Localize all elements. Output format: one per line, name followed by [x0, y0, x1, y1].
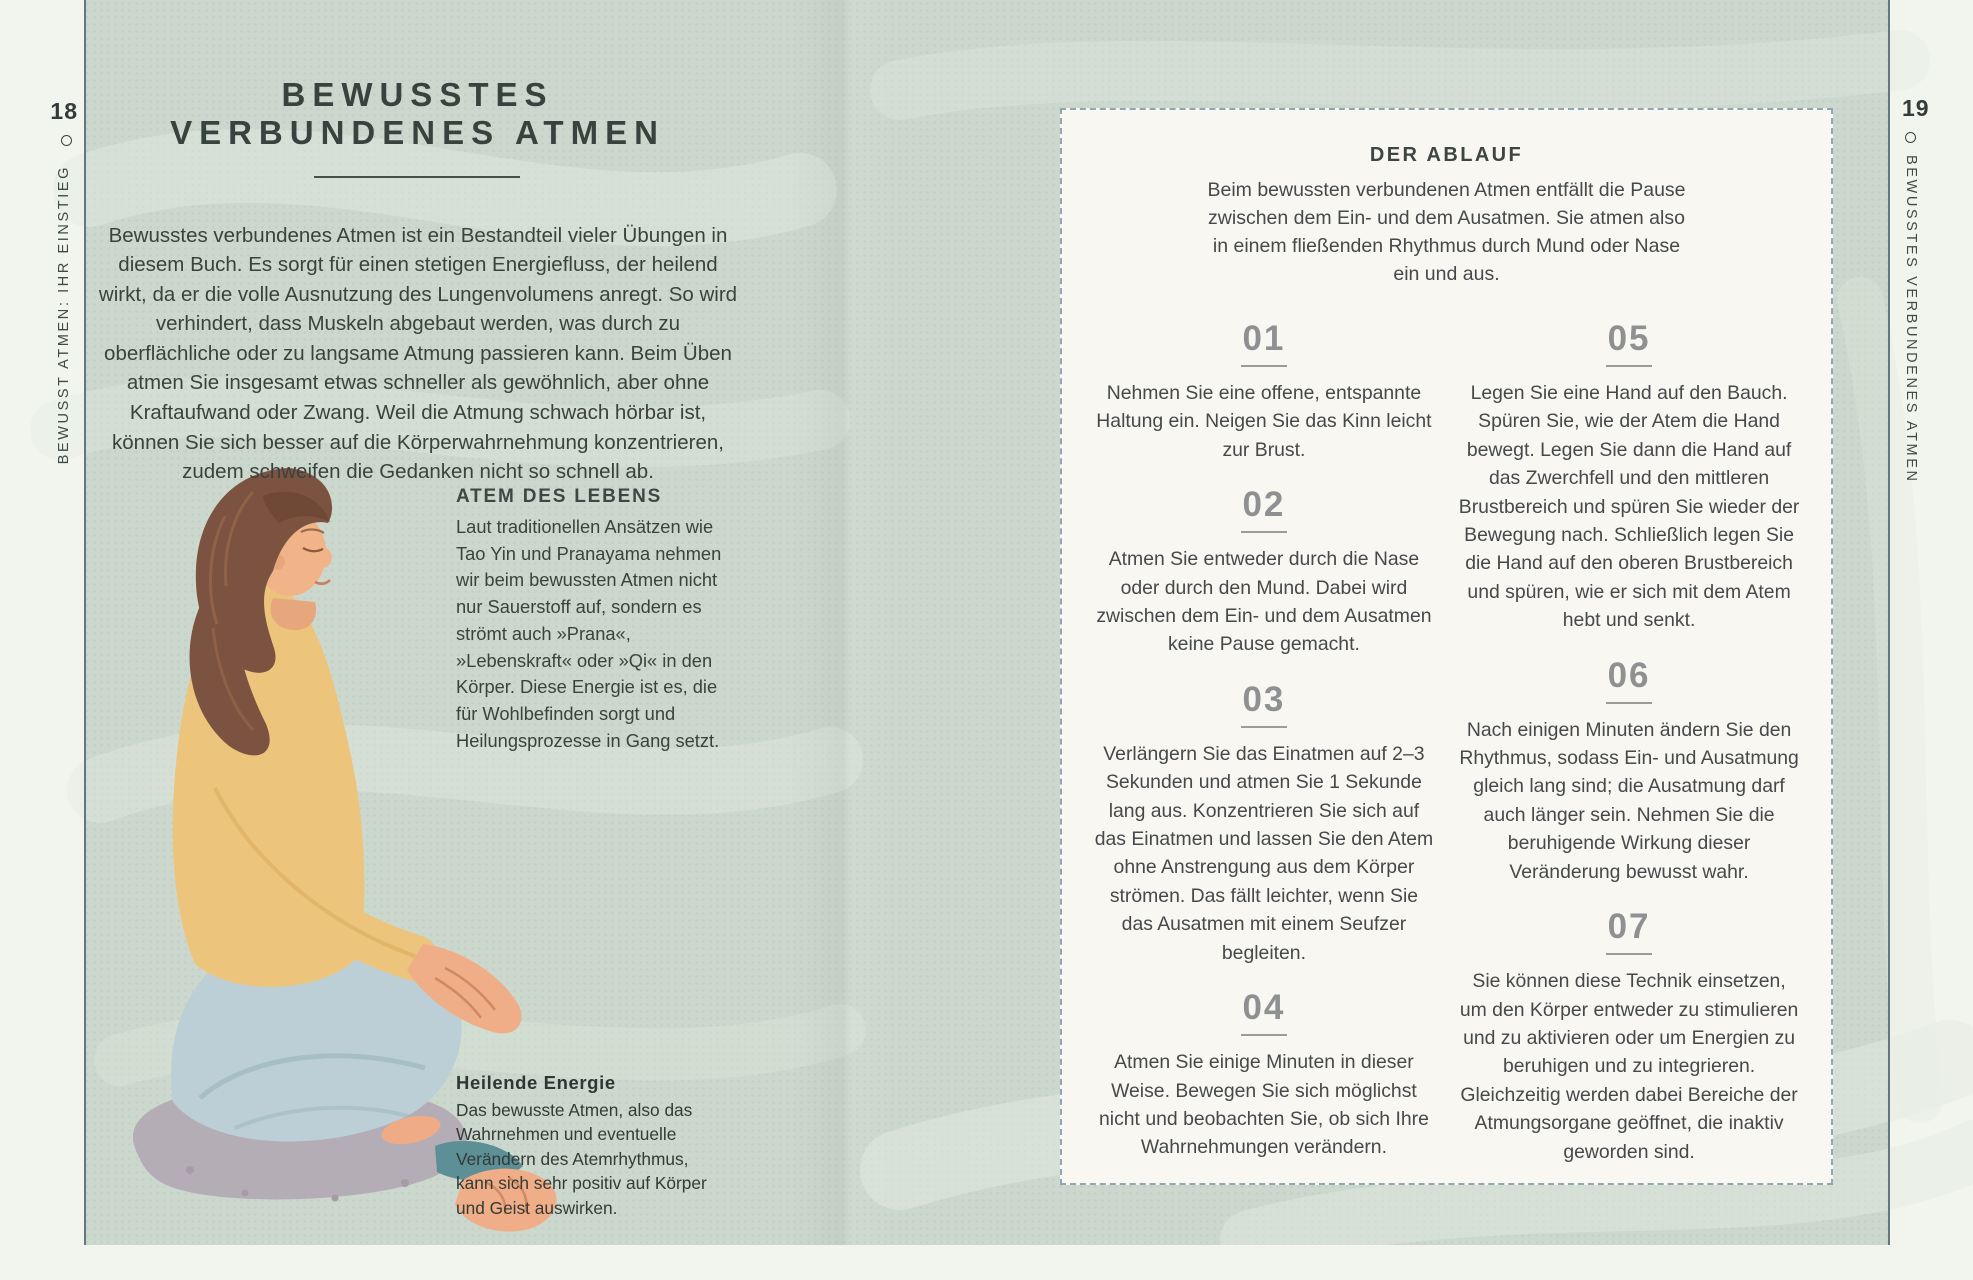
step-02 — [1092, 486, 1436, 659]
page-number-right: 19 — [1902, 95, 1930, 121]
procedure-intro: Beim bewussten verbundenen Atmen entfällt die Pause zwischen dem Ein- und dem Ausatmen. Sie atmen also in einem fließenden Rhythmus durch Mund oder Nase ein und aus. — [1207, 179, 1686, 285]
step-07 — [1457, 908, 1801, 1166]
atem-des-lebens-block — [456, 486, 722, 754]
page-number-left: 18 — [50, 98, 78, 124]
step-text: Legen Sie eine Hand auf den Bauch. Spüren Sie, wie der Atem die Hand bewegt. Legen Sie dann die Hand auf das Zwerchfell und den mittleren Brustbereich und spüren Sie wieder der Bewegung nach. Schließlich legen Sie die Hand auf den oberen Brustbereich und spüren, wie er sich mit dem Atem hebt und senkt. — [1458, 382, 1800, 632]
caption-block — [456, 1072, 724, 1220]
step-rule — [1241, 1034, 1287, 1036]
title-divider — [314, 176, 520, 178]
sidebar-text: Laut traditionellen Ansätzen wie Tao Yin und Pranayama nehmen wir beim bewussten Atmen nicht nur Sauerstoff auf, sondern es strömt auch »Prana«, »Lebenskraft« oder »Qi« in den Körper. Diese Energie ist es, die für Wohlbefinden sorgt und Heilungsprozesse in Gang setzt. — [456, 516, 722, 751]
page-title-line1: BEWUSSTES — [281, 76, 554, 113]
step-number: 03 — [1242, 679, 1286, 719]
step-number: 01 — [1242, 319, 1286, 358]
circle-ornament-left — [61, 135, 72, 146]
steps-column-left — [1092, 320, 1436, 1188]
step-rule — [1241, 531, 1287, 533]
procedure-box — [1060, 108, 1833, 1185]
step-number: 06 — [1607, 655, 1651, 695]
step-text: Atmen Sie entweder durch die Nase oder durch den Mund. Dabei wird zwischen dem Ein- und dem Ausatmen keine Pause gemacht. — [1096, 548, 1432, 656]
step-rule — [1241, 726, 1287, 728]
chapter-label-left: BEWUSST ATMEN: IHR EINSTIEG — [56, 165, 72, 465]
page-gutter-shadow — [790, 0, 900, 1245]
step-03 — [1092, 681, 1436, 967]
steps-columns — [1080, 320, 1813, 1188]
step-text: Nehmen Sie eine offene, entspannte Haltung ein. Neigen Sie das Kinn leicht zur Brust. — [1096, 382, 1432, 461]
step-number: 04 — [1242, 988, 1286, 1028]
step-06 — [1457, 657, 1801, 886]
page-title — [90, 76, 745, 152]
step-number: 05 — [1607, 319, 1651, 358]
left-edge-rule — [84, 0, 86, 1245]
step-text: Verlängern Sie das Einatmen auf 2–3 Sekunden und atmen Sie 1 Sekunde lang aus. Konzentrieren Sie sich auf das Einatmen und lassen Sie den Atem ohne Anstrengung aus dem Körper strömen. Das fällt leichter, wenn Sie das Ausatmen mit einem Seufzer begleiten. — [1094, 742, 1434, 964]
sidebar-heading: ATEM DES LEBENS — [456, 486, 663, 507]
step-text: Nach einigen Minuten ändern Sie den Rhythmus, sodass Ein- und Ausatmung gleich lang sind; die Ausatmung darf auch länger sein. Nehmen Sie die beruhigende Wirkung dieser Veränderung bewusst wahr. — [1459, 718, 1799, 883]
caption-heading: Heilende Energie — [456, 1072, 616, 1093]
step-04 — [1092, 989, 1436, 1162]
step-01 — [1092, 320, 1436, 464]
steps-column-right — [1457, 320, 1801, 1188]
step-rule — [1241, 365, 1287, 367]
right-edge-rule — [1888, 0, 1890, 1245]
intro-paragraph: Bewusstes verbundenes Atmen ist ein Bestandteil vieler Übungen in diesem Buch. Es sorgt für einen stetigen Energiefluss, der heilend wirkt, da er die volle Ausnutzung des Lungenvolumens anregt. So wird verhindert, dass Muskeln abgebaut werden, was durch zu oberflächliche oder zu langsame Atmung passieren kann. Beim Üben atmen Sie insgesamt etwas schneller als gewöhnlich, aber ohne Kraftaufwand oder Zwang. Weil die Atmung schwach hörbar ist, können Sie sich besser auf die Körperwahrnehmung konzentrieren, zudem schweifen die Gedanken nicht so schnell ab. — [98, 223, 738, 484]
step-text: Sie können diese Technik einsetzen, um den Körper entweder zu stimulieren und zu aktivieren oder um Energien zu beruhigen und zu integrieren. Gleichzeitig werden dabei Bereiche der Atmungsorgane geöffnet, die inaktiv geworden sind. — [1459, 970, 1799, 1163]
chapter-label-right: BEWUSSTES VERBUNDENES ATMEN — [1903, 155, 1919, 484]
procedure-heading: DER ABLAUF — [1369, 144, 1524, 166]
caption-text: Das bewusste Atmen, also das Wahrnehmen und eventuelle Verändern des Atemrhythmus, kann sich sehr positiv auf Körper und Geist auswirken. — [456, 1100, 707, 1218]
step-number: 07 — [1607, 907, 1651, 947]
circle-ornament-right — [1905, 132, 1916, 143]
step-text: Atmen Sie einige Minuten in dieser Weise. Bewegen Sie sich möglichst nicht und beobachten Sie, ob sich Ihre Wahrnehmungen verändern. — [1098, 1051, 1429, 1159]
page-title-line2: VERBUNDENES ATMEN — [170, 114, 665, 151]
step-rule — [1606, 702, 1652, 704]
step-rule — [1606, 953, 1652, 955]
step-rule — [1606, 365, 1652, 367]
step-number: 02 — [1242, 485, 1286, 525]
step-05 — [1457, 320, 1801, 635]
